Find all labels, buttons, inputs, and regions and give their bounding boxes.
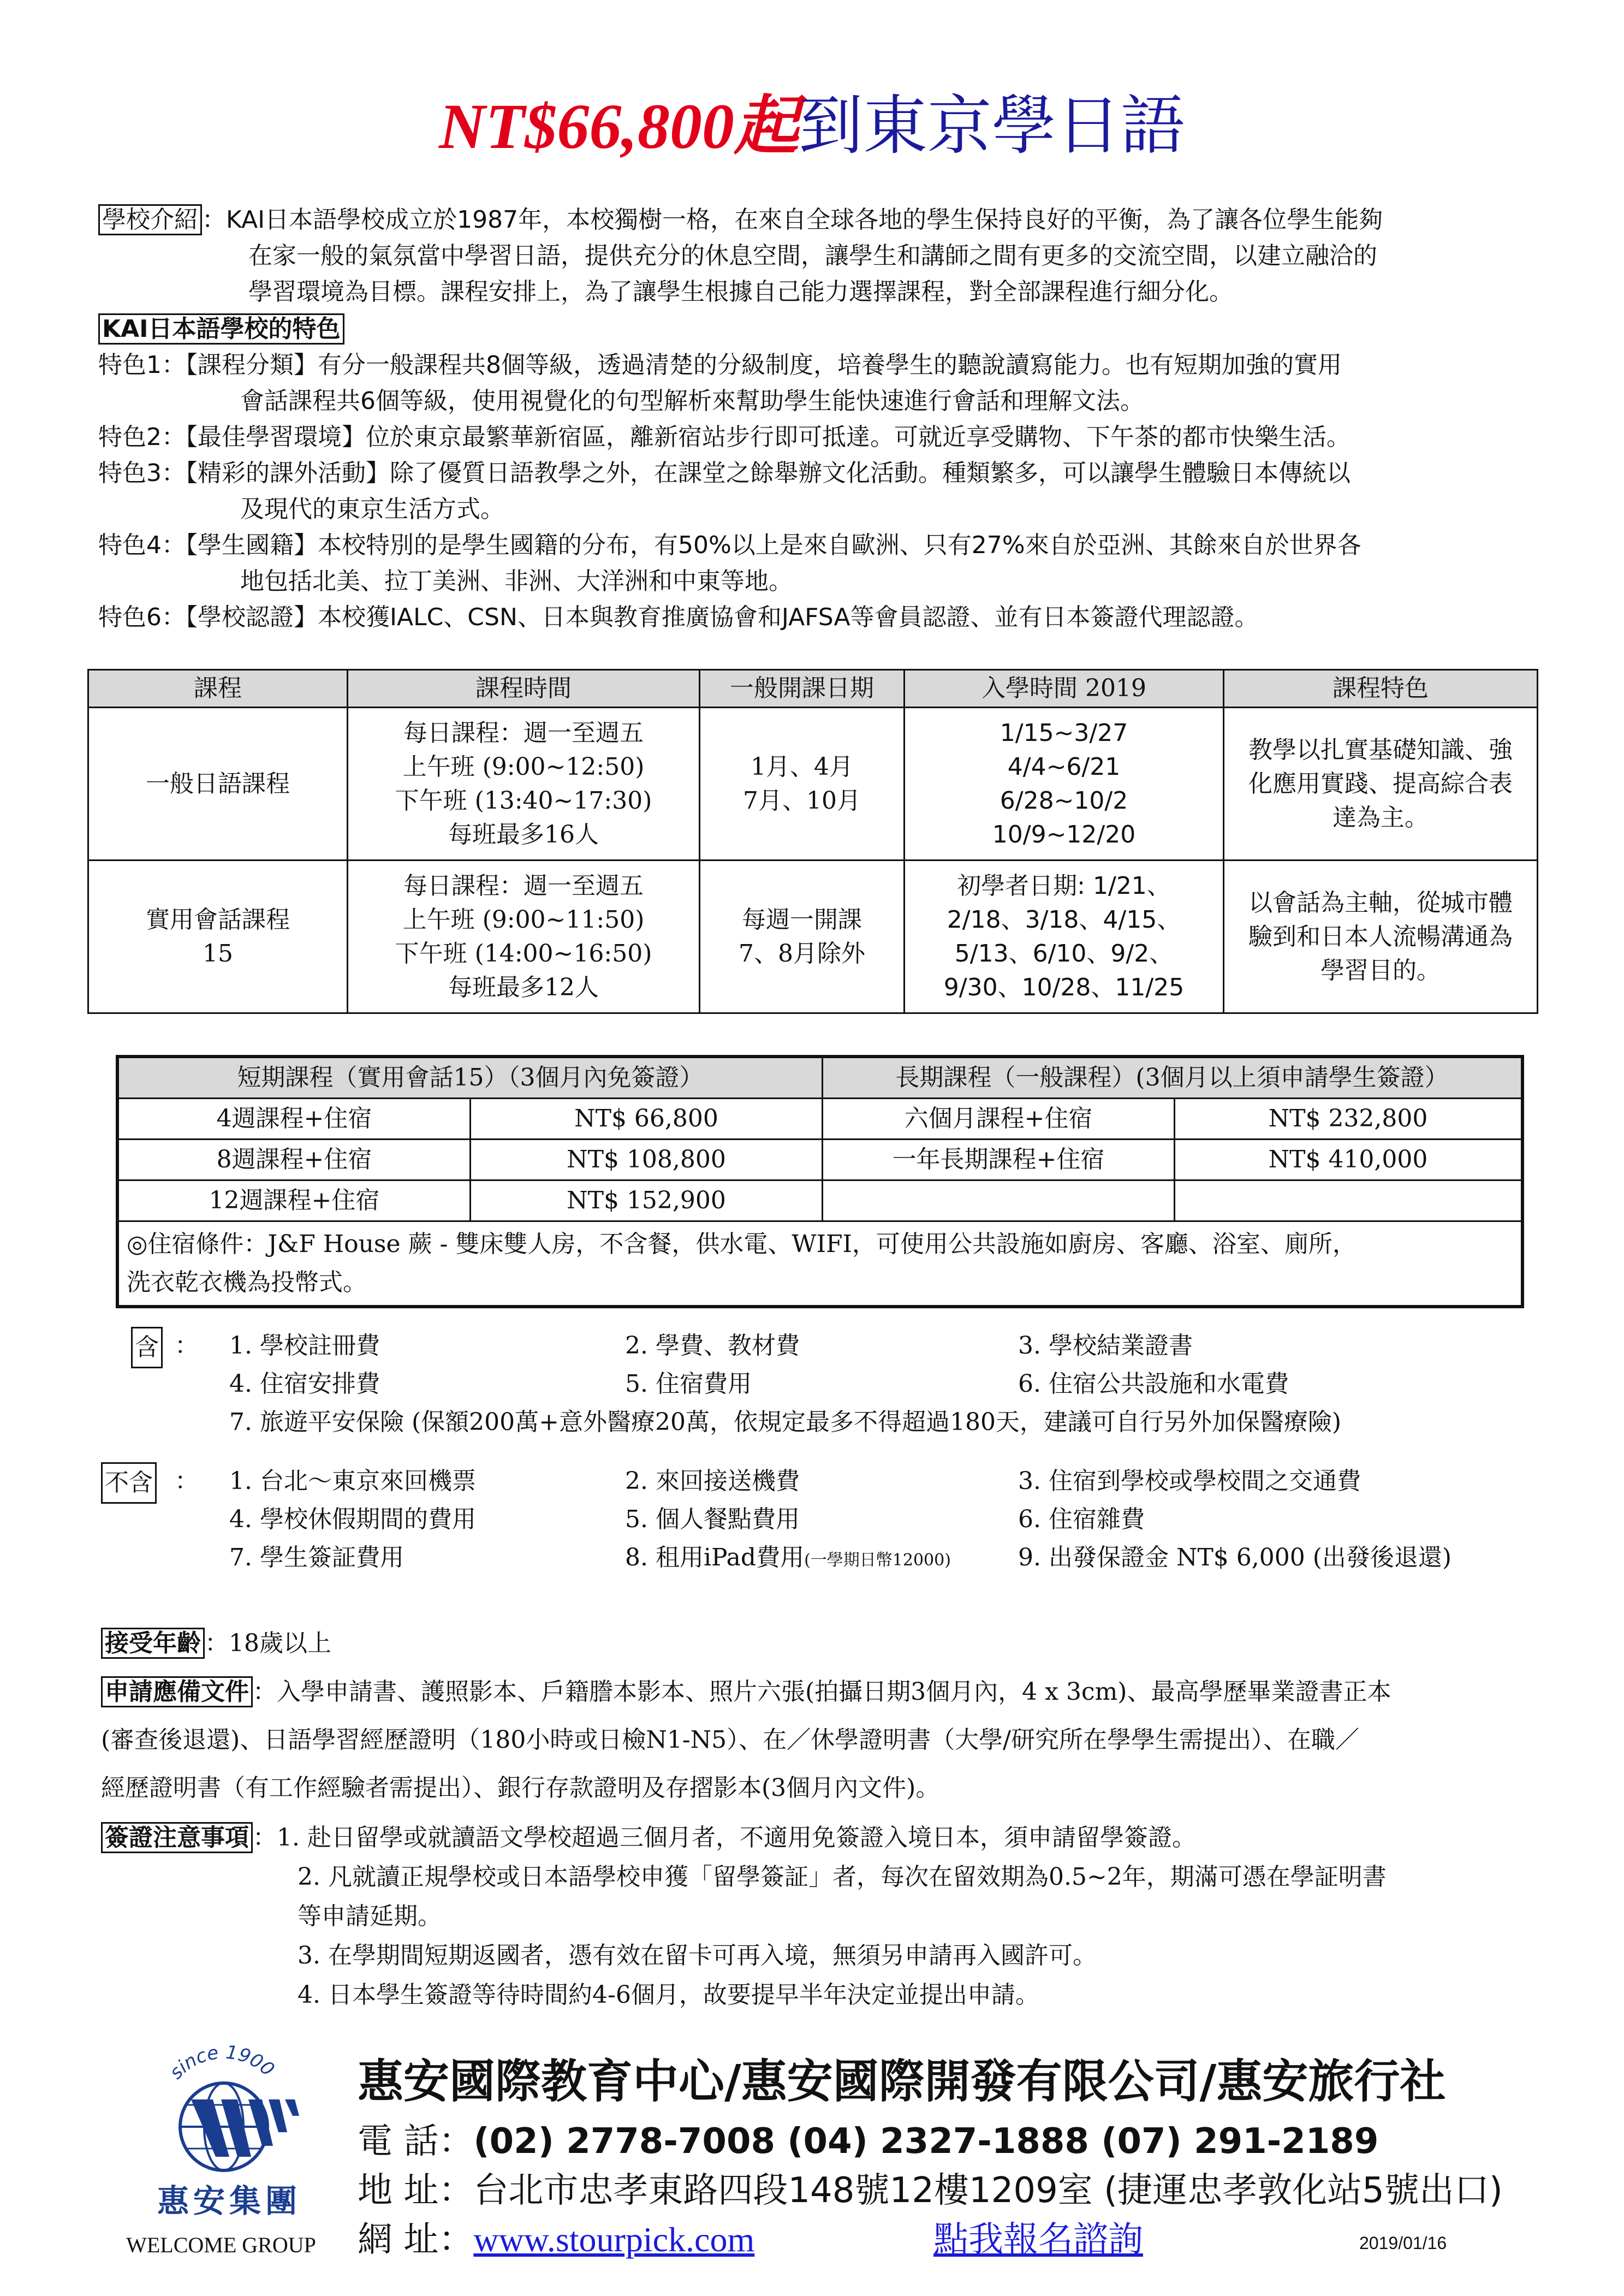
included-label: 含	[131, 1327, 163, 1368]
age-text: ：18歲以上	[205, 1629, 331, 1657]
list-item: 5. 個人餐點費用	[625, 1505, 800, 1533]
feature-2-label: 特色2：	[98, 423, 186, 451]
list-item: 1. 台北～東京來回機票	[229, 1467, 476, 1495]
short-course: 4週課程+住宿	[117, 1099, 471, 1140]
logo-english-name: WELCOME GROUP	[126, 2233, 316, 2257]
feature-4-label: 特色4：	[98, 531, 186, 559]
short-price: NT$ 152,900	[471, 1180, 823, 1221]
time-line: 每班最多12人	[448, 973, 599, 1001]
feature-6-line-1: 【學校認證】本校獲IALC、CSN、日本與教育推廣協會和JAFSA等會員認證、並有日本簽證代理認證。	[186, 603, 1259, 631]
signup-link[interactable]: 點我報名諮詢	[933, 2220, 1143, 2260]
entry-line: 10/9~12/20	[992, 820, 1136, 849]
visa-line-2: 2. 凡就讀正規學校或日本語學校申獲「留學簽証」者，每次在留效期為0.5~2年，期滿可憑在學証明書	[298, 1863, 1387, 1891]
feature-4-line-1: 【學生國籍】本校特別的是學生國籍的分布，有50%以上是來自歐洲、只有27%來自於亞洲、其餘來自於世界各	[186, 531, 1361, 559]
long-course: 六個月課程+住宿	[823, 1099, 1175, 1140]
visa-line-1: ：1. 赴日留學或就讀語文學校超過三個月者，不適用免簽證入境日本，須申請留學簽證。	[253, 1824, 1196, 1852]
feature-line: 達為主。	[1332, 803, 1429, 832]
accommodation-note	[117, 1221, 1522, 1307]
long-price: NT$ 410,000	[1175, 1140, 1523, 1180]
time-line: 每班最多16人	[448, 820, 599, 849]
feature-4	[98, 527, 1550, 600]
name-line: 實用會話課程	[146, 905, 290, 934]
list-item: 5. 住宿費用	[625, 1370, 752, 1398]
excluded-label: 不含	[101, 1462, 157, 1504]
course-time	[348, 708, 700, 861]
course-table	[87, 669, 1538, 1014]
header-entry: 入學時間 2019	[905, 670, 1224, 708]
intro-section	[98, 202, 1539, 310]
svg-text:since 1900	[165, 2042, 279, 2084]
time-line: 每日課程：週一至週五	[403, 719, 644, 747]
entry-line: 4/4~6/21	[1007, 752, 1121, 781]
entry-line: 9/30、10/28、11/25	[943, 973, 1185, 1001]
title-rest: 到東京學日語	[798, 88, 1185, 163]
ipad-note: (一學期日幣12000)	[804, 1551, 951, 1570]
list-item: 1. 學校註冊費	[229, 1332, 380, 1360]
table-row	[117, 1099, 1522, 1140]
feature-2-line-1: 【最佳學習環境】位於東京最繁華新宿區，離新宿站步行即可抵達。可就近享受購物、下午茶的都市快樂生活。	[186, 423, 1351, 451]
address-text: 台北市忠孝東路四段148號12樓1209室 (捷運忠孝敦化站5號出口)	[473, 2170, 1503, 2211]
entry-line: 1/15~3/27	[1000, 719, 1128, 747]
table-row	[117, 1140, 1522, 1180]
included-section	[0, 1327, 1624, 1458]
feature-1-label: 特色1：	[98, 351, 186, 379]
globe-icon	[126, 2037, 333, 2173]
time-line: 下午班 (13:40~17:30)	[395, 786, 652, 815]
course-feature	[1224, 861, 1538, 1013]
short-price: NT$ 108,800	[471, 1140, 823, 1180]
table-row	[88, 708, 1538, 861]
features-section	[98, 311, 1550, 636]
feature-3	[98, 455, 1550, 527]
website-line	[358, 2211, 754, 2262]
documents-label: 申請應備文件	[101, 1676, 253, 1707]
open-line: 每週一開課	[742, 905, 862, 934]
note-line: ◎住宿條件：J&F House 蕨 - 雙床雙人房，不含餐，供水電、WIFI，可使用公共設施如廚房、客廳、浴室、廁所，	[127, 1230, 1357, 1258]
feature-1-line-1: 【課程分類】有分一般課程共8個等級，透過清楚的分級制度，培養學生的聽說讀寫能力。也有短期加強的實用	[186, 351, 1342, 379]
documents-line-1: ：入學申請書、護照影本、戶籍謄本影本、照片六張(拍攝日期3個月內，4 x 3cm)、最高學歷畢業證書正本	[253, 1678, 1391, 1706]
intro-label: 學校介紹	[98, 204, 202, 235]
entry-line: 5/13、6/10、9/2、	[954, 939, 1174, 968]
long-course	[823, 1180, 1175, 1221]
phone-numbers: (02) 2778-7008 (04) 2327-1888 (07) 291-2189	[473, 2121, 1379, 2162]
short-term-header: 短期課程（實用會話15）（3個月內免簽證）	[117, 1057, 823, 1099]
colon: ：	[175, 1467, 199, 1495]
documents-line-3: 經歷證明書（有工作經驗者需提出）、銀行存款證明及存摺影本(3個月內文件)。	[101, 1774, 940, 1802]
intro-line-2: 在家一般的氣氛當中學習日語，提供充分的休息空間，讓學生和講師之間有更多的交流空間，以建立融洽的	[248, 242, 1377, 270]
entry-line: 6/28~10/2	[1000, 786, 1128, 815]
price-table-header	[117, 1057, 1522, 1099]
list-item: 3. 住宿到學校或學校間之交通費	[1018, 1467, 1361, 1495]
company-name: 惠安國際教育中心/惠安國際開發有限公司/惠安旅行社	[358, 2055, 1446, 2108]
feature-3-line-2: 及現代的東京生活方式。	[240, 495, 504, 523]
logo-group-name: 惠安集團	[157, 2182, 301, 2220]
short-course: 12週課程+住宿	[117, 1180, 471, 1221]
excluded-section	[0, 1462, 1624, 1593]
open-line: 7、8月除外	[739, 939, 865, 968]
time-line: 每日課程：週一至週五	[403, 871, 644, 900]
course-name	[88, 861, 348, 1013]
entry-line: 2/18、3/18、4/15、	[947, 905, 1181, 934]
feature-3-line-1: 【精彩的課外活動】除了優質日語教學之外，在課堂之餘舉辦文化活動。種類繁多，可以讓學生體驗日本傳統以	[186, 459, 1351, 487]
course-time	[348, 861, 700, 1013]
short-price: NT$ 66,800	[471, 1099, 823, 1140]
list-item: 4. 住宿安排費	[229, 1370, 380, 1398]
intro-line-3: 學習環境為目標。課程安排上，為了讓學生根據自己能力選擇課程，對全部課程進行細分化。	[248, 278, 1233, 306]
accommodation-note-row	[117, 1221, 1522, 1307]
feature-2	[98, 419, 1550, 455]
time-line: 下午班 (14:00~16:50)	[395, 939, 652, 968]
table-row	[117, 1180, 1522, 1221]
time-line: 上午班 (9:00~12:50)	[402, 752, 645, 781]
list-item-text: 8. 租用iPad費用	[625, 1544, 805, 1571]
list-item: 6. 住宿公共設施和水電費	[1018, 1370, 1289, 1398]
list-item: 2. 來回接送機費	[625, 1467, 800, 1495]
phone-label: 電 話：	[358, 2121, 474, 2162]
documents-line-2: (審查後退還)、日語學習經歷證明（180小時或日檢N1-N5）、在／休學證明書（大學/研究所在學學生需提出）、在職／	[101, 1726, 1359, 1754]
course-open	[700, 708, 905, 861]
feature-line: 學習目的。	[1320, 956, 1441, 984]
feature-1	[98, 347, 1550, 419]
course-feature	[1224, 708, 1538, 861]
feature-line: 以會話為主軸，從城市體	[1248, 888, 1513, 917]
list-item: 4. 學校休假期間的費用	[229, 1505, 476, 1533]
list-item: 9. 出發保證金 NT$ 6,000 (出發後退還)	[1018, 1544, 1452, 1571]
age-section	[101, 1624, 331, 1663]
list-item: 2. 學費、教材費	[625, 1332, 800, 1360]
header-time: 課程時間	[348, 670, 700, 708]
course-entry	[905, 861, 1224, 1013]
feature-1-line-2: 會話課程共6個等級，使用視覺化的句型解析來幫助學生能快速進行會話和理解文法。	[240, 387, 1144, 415]
feature-line: 教學以扎實基礎知識、強	[1248, 735, 1513, 764]
course-table-header	[88, 670, 1538, 708]
list-item: 3. 學校結業證書	[1018, 1332, 1193, 1360]
list-item: 7. 學生簽証費用	[229, 1544, 404, 1571]
name-line: 15	[203, 939, 233, 968]
header-feature: 課程特色	[1224, 670, 1538, 708]
open-line: 1月、4月	[751, 752, 853, 781]
feature-6	[98, 600, 1550, 636]
visa-line-5: 4. 日本學生簽證等待時間約4-6個月，故要提早半年決定並提出申請。	[298, 1981, 1039, 2009]
website-link[interactable]: www.stourpick.com	[473, 2220, 755, 2259]
document-date: 2019/01/16	[1359, 2233, 1447, 2253]
documents-section	[101, 1668, 1542, 1812]
feature-3-label: 特色3：	[98, 459, 186, 487]
visa-line-3: 等申請延期。	[298, 1902, 442, 1930]
header-course: 課程	[88, 670, 348, 708]
phone-line	[358, 2113, 1378, 2163]
website-label: 網 址：	[358, 2220, 474, 2260]
colon: ：	[175, 1332, 199, 1360]
title-price: NT$66,800起	[439, 91, 799, 162]
long-price	[1175, 1180, 1523, 1221]
header-open: 一般開課日期	[700, 670, 905, 708]
address-label: 地 址：	[358, 2170, 474, 2211]
long-course: 一年長期課程+住宿	[823, 1140, 1175, 1180]
welcome-group-logo	[126, 2037, 333, 2257]
long-term-header: 長期課程（一般課程）(3個月以上須申請學生簽證）	[823, 1057, 1523, 1099]
intro-line-1: ：KAI日本語學校成立於1987年，本校獨樹一格，在來自全球各地的學生保持良好的平衡，為了讓各位學生能夠	[202, 206, 1383, 234]
feature-6-label: 特色6：	[98, 603, 186, 631]
course-entry	[905, 708, 1224, 861]
page-title	[0, 87, 1624, 165]
feature-line: 化應用實踐、提高綜合表	[1248, 769, 1513, 798]
age-label: 接受年齡	[101, 1628, 205, 1659]
note-line: 洗衣乾衣機為投幣式。	[127, 1268, 367, 1296]
list-item: 7. 旅遊平安保險 (保額200萬+意外醫療20萬，依規定最多不得超過180天，建議可自行另外加保醫療險)	[229, 1408, 1342, 1436]
entry-line: 初學者日期: 1/21、	[957, 871, 1171, 900]
time-line: 上午班 (9:00~11:50)	[402, 905, 645, 934]
feature-4-line-2: 地包括北美、拉丁美洲、非洲、大洋洲和中東等地。	[240, 567, 793, 595]
visa-section	[101, 1818, 1542, 2015]
features-heading: KAI日本語學校的特色	[98, 313, 344, 345]
address-line	[358, 2162, 1503, 2212]
table-row	[88, 861, 1538, 1013]
price-table	[116, 1055, 1524, 1308]
long-price: NT$ 232,800	[1175, 1099, 1523, 1140]
logo-since: since 1900	[165, 2041, 279, 2084]
list-item	[625, 1539, 951, 1580]
list-item: 6. 住宿雜費	[1018, 1505, 1145, 1533]
course-name: 一般日語課程	[88, 708, 348, 861]
short-course: 8週課程+住宿	[117, 1140, 471, 1180]
course-open	[700, 861, 905, 1013]
feature-line: 驗到和日本人流暢溝通為	[1248, 922, 1513, 951]
visa-label: 簽證注意事項	[101, 1822, 253, 1853]
visa-line-4: 3. 在學期間短期返國者，憑有效在留卡可再入境，無須另申請再入國許可。	[298, 1942, 1097, 1969]
open-line: 7月、10月	[743, 786, 861, 815]
